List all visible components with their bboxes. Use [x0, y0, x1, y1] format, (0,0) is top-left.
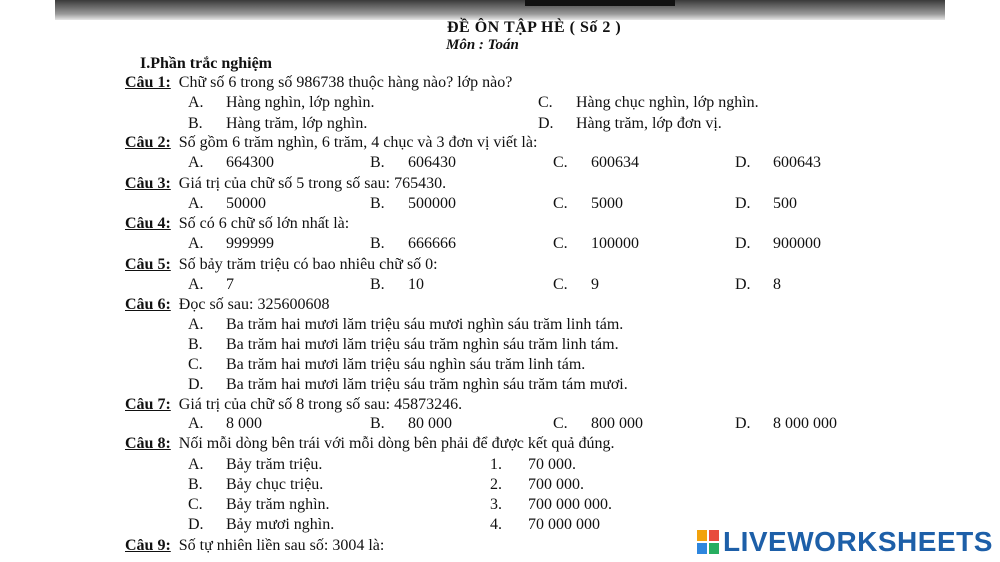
- question-label: Câu 1:: [125, 74, 171, 91]
- option-text: Ba trăm hai mươi lăm triệu sáu mươi nghìn sáu trăm linh tám.: [226, 316, 624, 333]
- option-text: 606430: [408, 154, 456, 171]
- option-key: A.: [188, 415, 204, 432]
- match-left-item[interactable]: [188, 476, 323, 494]
- option-key: D.: [735, 276, 751, 293]
- option[interactable]: [188, 94, 374, 112]
- option-key: C.: [553, 235, 568, 252]
- question-4: [125, 215, 349, 233]
- option-text: Bảy trăm triệu.: [226, 456, 323, 473]
- option-key: A.: [188, 456, 204, 473]
- option-key: C.: [538, 94, 553, 111]
- question-label: Câu 7:: [125, 396, 171, 413]
- option[interactable]: [735, 195, 797, 213]
- option-key: B.: [188, 476, 203, 493]
- question-text: Số bảy trăm triệu có bao nhiêu chữ số 0:: [178, 256, 438, 273]
- question-7: [125, 396, 462, 414]
- question-9: [125, 537, 384, 555]
- liveworksheets-logo: [697, 526, 993, 558]
- option-text: 500: [773, 195, 797, 212]
- option[interactable]: [188, 316, 623, 334]
- option-key: C.: [553, 195, 568, 212]
- option[interactable]: [188, 276, 234, 294]
- logo-icon: [697, 530, 719, 554]
- option-text: Bảy mươi nghìn.: [226, 516, 335, 533]
- option-text: 9: [591, 276, 599, 293]
- option[interactable]: [188, 336, 619, 354]
- option-text: 5000: [591, 195, 623, 212]
- option-text: 600634: [591, 154, 639, 171]
- question-text: Số gồm 6 trăm nghìn, 6 trăm, 4 chục và 3 đơn vị viết là:: [178, 134, 538, 151]
- option-key: B.: [370, 154, 385, 171]
- option-key: A.: [188, 195, 204, 212]
- option-key: B.: [188, 115, 203, 132]
- option-text: 7: [226, 276, 234, 293]
- option[interactable]: [735, 235, 821, 253]
- option-key: C.: [553, 415, 568, 432]
- document-subject: Môn : Toán: [446, 37, 519, 53]
- question-label: Câu 8:: [125, 435, 171, 452]
- option[interactable]: [553, 195, 623, 213]
- option-key: 3.: [490, 496, 502, 513]
- option-text: 70 000 000: [528, 516, 600, 533]
- option-key: B.: [188, 336, 203, 353]
- option[interactable]: [188, 154, 274, 172]
- match-right-item[interactable]: [490, 476, 584, 494]
- option[interactable]: [188, 115, 367, 133]
- question-label: Câu 9:: [125, 537, 171, 554]
- option[interactable]: [553, 276, 599, 294]
- option-key: D.: [538, 115, 554, 132]
- question-1: [125, 74, 512, 92]
- option-text: Bảy trăm nghìn.: [226, 496, 330, 513]
- match-left-item[interactable]: [188, 516, 334, 534]
- option-text: 80 000: [408, 415, 452, 432]
- option-text: 700 000.: [528, 476, 584, 493]
- document-title: ĐỀ ÔN TẬP HÈ ( Số 2 ): [447, 19, 622, 36]
- option[interactable]: [188, 235, 274, 253]
- option[interactable]: [735, 154, 821, 172]
- question-3: [125, 175, 446, 193]
- option[interactable]: [735, 415, 837, 433]
- option-key: A.: [188, 316, 204, 333]
- option-key: D.: [735, 235, 751, 252]
- option-text: Hàng nghìn, lớp nghìn.: [226, 94, 375, 111]
- option-text: 100000: [591, 235, 639, 252]
- question-6: [125, 296, 329, 314]
- logo-text: LIVEWORKSHEETS: [723, 526, 993, 557]
- match-right-item[interactable]: [490, 456, 576, 474]
- option[interactable]: [370, 235, 456, 253]
- option-key: D.: [188, 376, 204, 393]
- question-text: Giá trị của chữ số 5 trong số sau: 765430.: [178, 175, 447, 192]
- question-text: Chữ số 6 trong số 986738 thuộc hàng nào? lớp nào?: [178, 74, 513, 91]
- option-key: B.: [370, 195, 385, 212]
- option-key: B.: [370, 415, 385, 432]
- option[interactable]: [188, 415, 262, 433]
- question-label: Câu 2:: [125, 134, 171, 151]
- option[interactable]: [370, 195, 456, 213]
- option-key: A.: [188, 94, 204, 111]
- option-text: 900000: [773, 235, 821, 252]
- question-text: Số tự nhiên liền sau số: 3004 là:: [178, 537, 385, 554]
- question-label: Câu 4:: [125, 215, 171, 232]
- option[interactable]: [553, 235, 639, 253]
- option-text: 700 000 000.: [528, 496, 612, 513]
- option-key: C.: [553, 276, 568, 293]
- question-label: Câu 6:: [125, 296, 171, 313]
- option-text: Ba trăm hai mươi lăm triệu sáu nghìn sáu trăm linh tám.: [226, 356, 586, 373]
- option[interactable]: [538, 94, 759, 112]
- option[interactable]: [553, 154, 639, 172]
- option-key: D.: [735, 154, 751, 171]
- section-heading: I.Phần trắc nghiệm: [140, 55, 272, 72]
- option-text: Ba trăm hai mươi lăm triệu sáu trăm nghìn sáu trăm linh tám.: [226, 336, 619, 353]
- option[interactable]: [538, 115, 722, 133]
- option-text: Hàng trăm, lớp đơn vị.: [576, 115, 722, 132]
- match-right-item[interactable]: [490, 496, 612, 514]
- question-label: Câu 3:: [125, 175, 171, 192]
- option[interactable]: [370, 154, 456, 172]
- option[interactable]: [553, 415, 643, 433]
- match-right-item[interactable]: [490, 516, 600, 534]
- option-text: 666666: [408, 235, 456, 252]
- option[interactable]: [735, 276, 781, 294]
- option[interactable]: [188, 356, 585, 374]
- question-label: Câu 5:: [125, 256, 171, 273]
- question-5: [125, 256, 438, 274]
- option-text: 50000: [226, 195, 266, 212]
- option-key: B.: [370, 235, 385, 252]
- question-text: Nối mỗi dòng bên trái với mỗi dòng bên phải để được kết quả đúng.: [178, 435, 615, 452]
- option-text: Hàng trăm, lớp nghìn.: [226, 115, 368, 132]
- option-key: A.: [188, 154, 204, 171]
- option-key: C.: [188, 356, 203, 373]
- option-text: 8: [773, 276, 781, 293]
- option[interactable]: [188, 376, 628, 394]
- option-key: D.: [735, 415, 751, 432]
- option[interactable]: [188, 195, 266, 213]
- option-key: A.: [188, 276, 204, 293]
- option-key: D.: [188, 516, 204, 533]
- option-text: Ba trăm hai mươi lăm triệu sáu trăm nghìn sáu trăm tám mươi.: [226, 376, 628, 393]
- option-key: C.: [188, 496, 203, 513]
- question-text: Đọc số sau: 325600608: [178, 296, 330, 313]
- option-text: 8 000: [226, 415, 262, 432]
- option-key: D.: [735, 195, 751, 212]
- option-text: 500000: [408, 195, 456, 212]
- option-text: 999999: [226, 235, 274, 252]
- option-text: 664300: [226, 154, 274, 171]
- option-key: 1.: [490, 456, 502, 473]
- option-text: Hàng chục nghìn, lớp nghìn.: [576, 94, 759, 111]
- option-text: 800 000: [591, 415, 643, 432]
- question-8: [125, 435, 615, 453]
- option[interactable]: [370, 415, 452, 433]
- option-key: A.: [188, 235, 204, 252]
- question-text: Giá trị của chữ số 8 trong số sau: 45873246.: [178, 396, 463, 413]
- option-key: C.: [553, 154, 568, 171]
- option-key: 2.: [490, 476, 502, 493]
- option-key: 4.: [490, 516, 502, 533]
- option-key: B.: [370, 276, 385, 293]
- option-text: 70 000.: [528, 456, 576, 473]
- option-text: 8 000 000: [773, 415, 837, 432]
- option-text: Bảy chục triệu.: [226, 476, 324, 493]
- match-left-item[interactable]: [188, 456, 322, 474]
- option[interactable]: [370, 276, 424, 294]
- question-2: [125, 134, 537, 152]
- question-text: Số có 6 chữ số lớn nhất là:: [178, 215, 350, 232]
- option-text: 600643: [773, 154, 821, 171]
- option-text: 10: [408, 276, 424, 293]
- match-left-item[interactable]: [188, 496, 330, 514]
